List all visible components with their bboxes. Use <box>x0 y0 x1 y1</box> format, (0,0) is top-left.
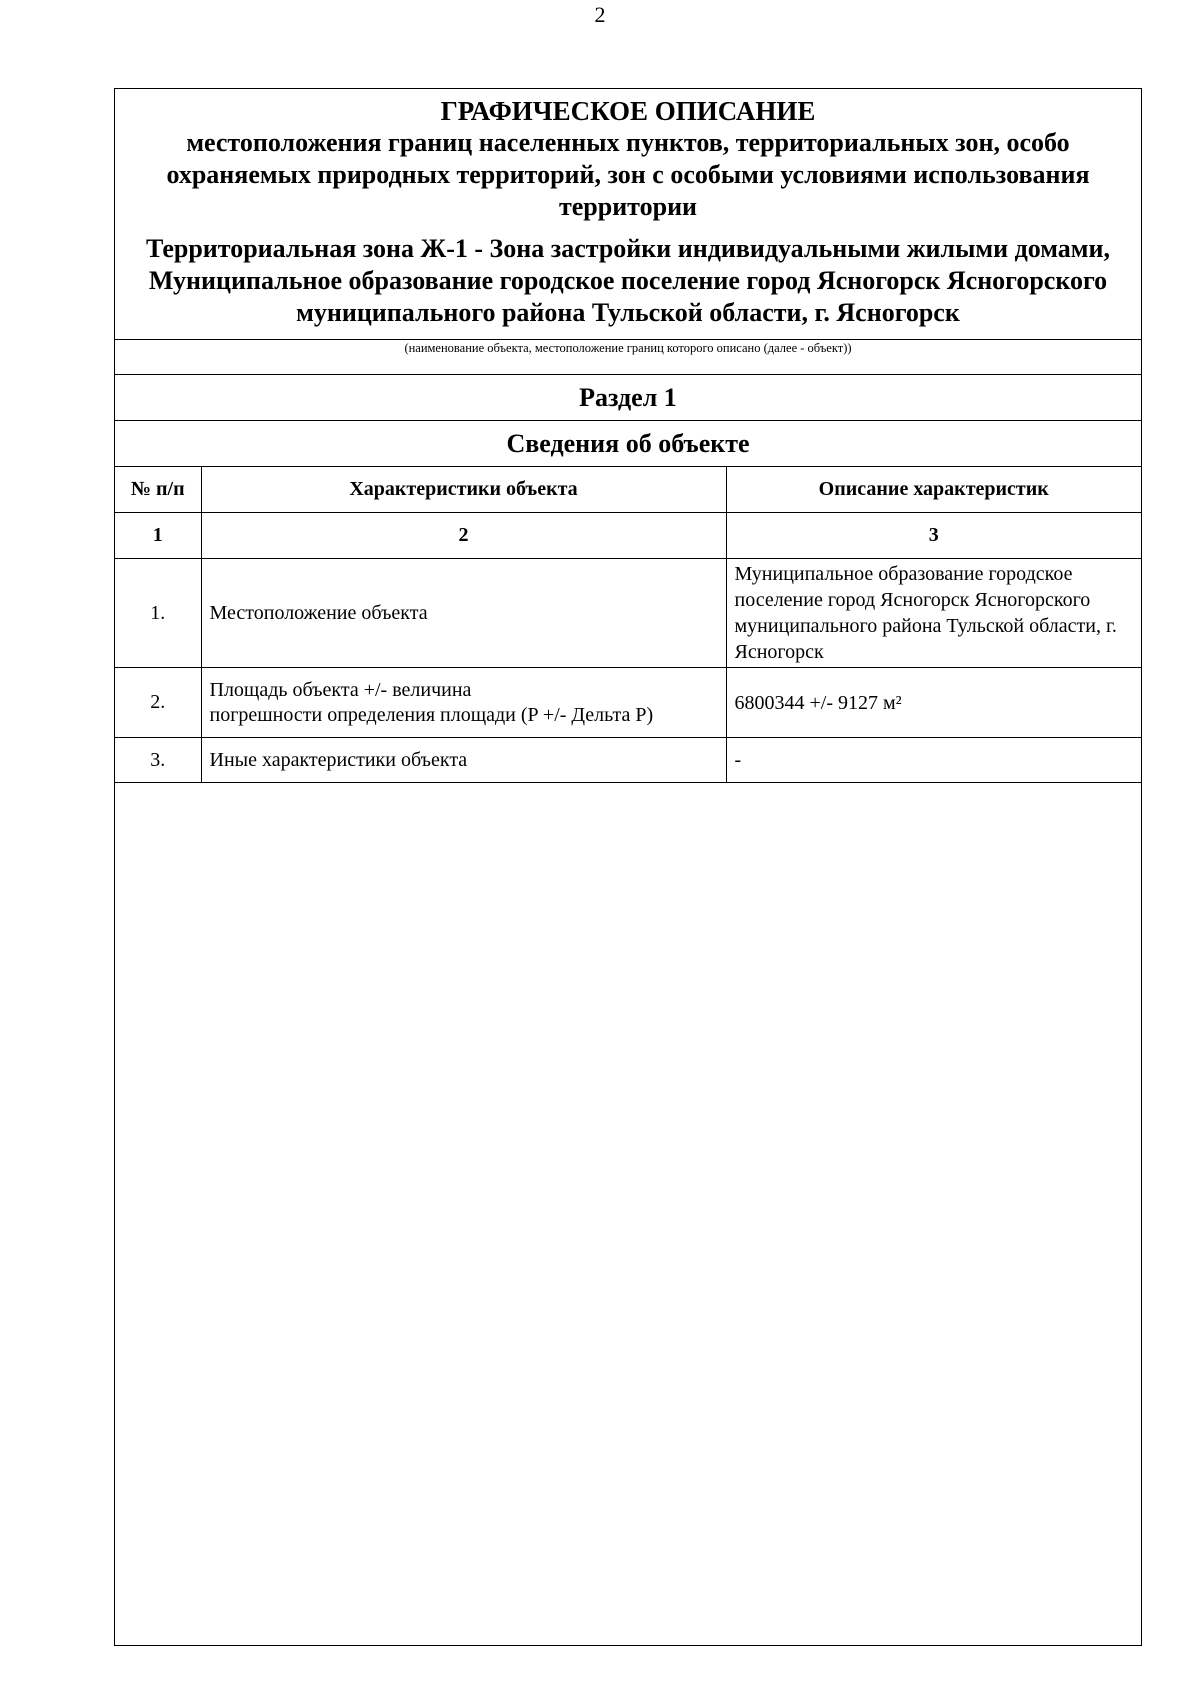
row-characteristic: Местоположение объекта <box>201 559 726 668</box>
row-number: 2. <box>115 668 201 738</box>
row-characteristic-line: Площадь объекта +/- величина <box>209 678 472 701</box>
table-row <box>115 738 1141 783</box>
header-block <box>115 89 1141 339</box>
table-row <box>115 559 1141 668</box>
page-number: 2 <box>594 2 606 27</box>
row-description: 6800344 +/- 9127 м² <box>726 668 1141 738</box>
row-description: - <box>726 738 1141 783</box>
column-number: 3 <box>726 513 1141 559</box>
table-column-numbers-row <box>115 513 1141 559</box>
zone-name: Территориальная зона Ж-1 - Зона застройки индивидуальными жилыми домами, Муниципальное образование городское поселение город Ясногорск Ясногорского муниципального района Тульской области, г. Ясногорск <box>145 234 1110 327</box>
section-title: Раздел 1 <box>115 374 1141 420</box>
document-subtitle: местоположения границ населенных пунктов, территориальных зон, особо охраняемых природных территорий, зон с особыми условиями использования территории <box>166 128 1090 221</box>
column-header-num: № п/п <box>115 467 201 513</box>
row-description: Муниципальное образование городское поселение город Ясногорск Ясногорского муниципального района Тульской области, г. Ясногорск <box>726 559 1141 668</box>
object-info-table <box>115 466 1141 783</box>
object-caption: (наименование объекта, местоположение границ которого описано (далее - объект)) <box>115 339 1141 374</box>
row-characteristic-line: погрешности определения площади (P +/- Дельта P) <box>209 703 654 726</box>
row-characteristic: Иные характеристики объекта <box>201 738 726 783</box>
column-header-characteristic: Характеристики объекта <box>201 467 726 513</box>
table-header-row <box>115 467 1141 513</box>
document-title: ГРАФИЧЕСКОЕ ОПИСАНИЕ <box>440 96 816 126</box>
row-number: 1. <box>115 559 201 668</box>
section-subtitle: Сведения об объекте <box>115 420 1141 466</box>
row-number: 3. <box>115 738 201 783</box>
row-characteristic <box>201 668 726 738</box>
document-frame <box>114 88 1142 1646</box>
column-number: 1 <box>115 513 201 559</box>
column-number: 2 <box>201 513 726 559</box>
table-row <box>115 668 1141 738</box>
column-header-description: Описание характеристик <box>726 467 1141 513</box>
